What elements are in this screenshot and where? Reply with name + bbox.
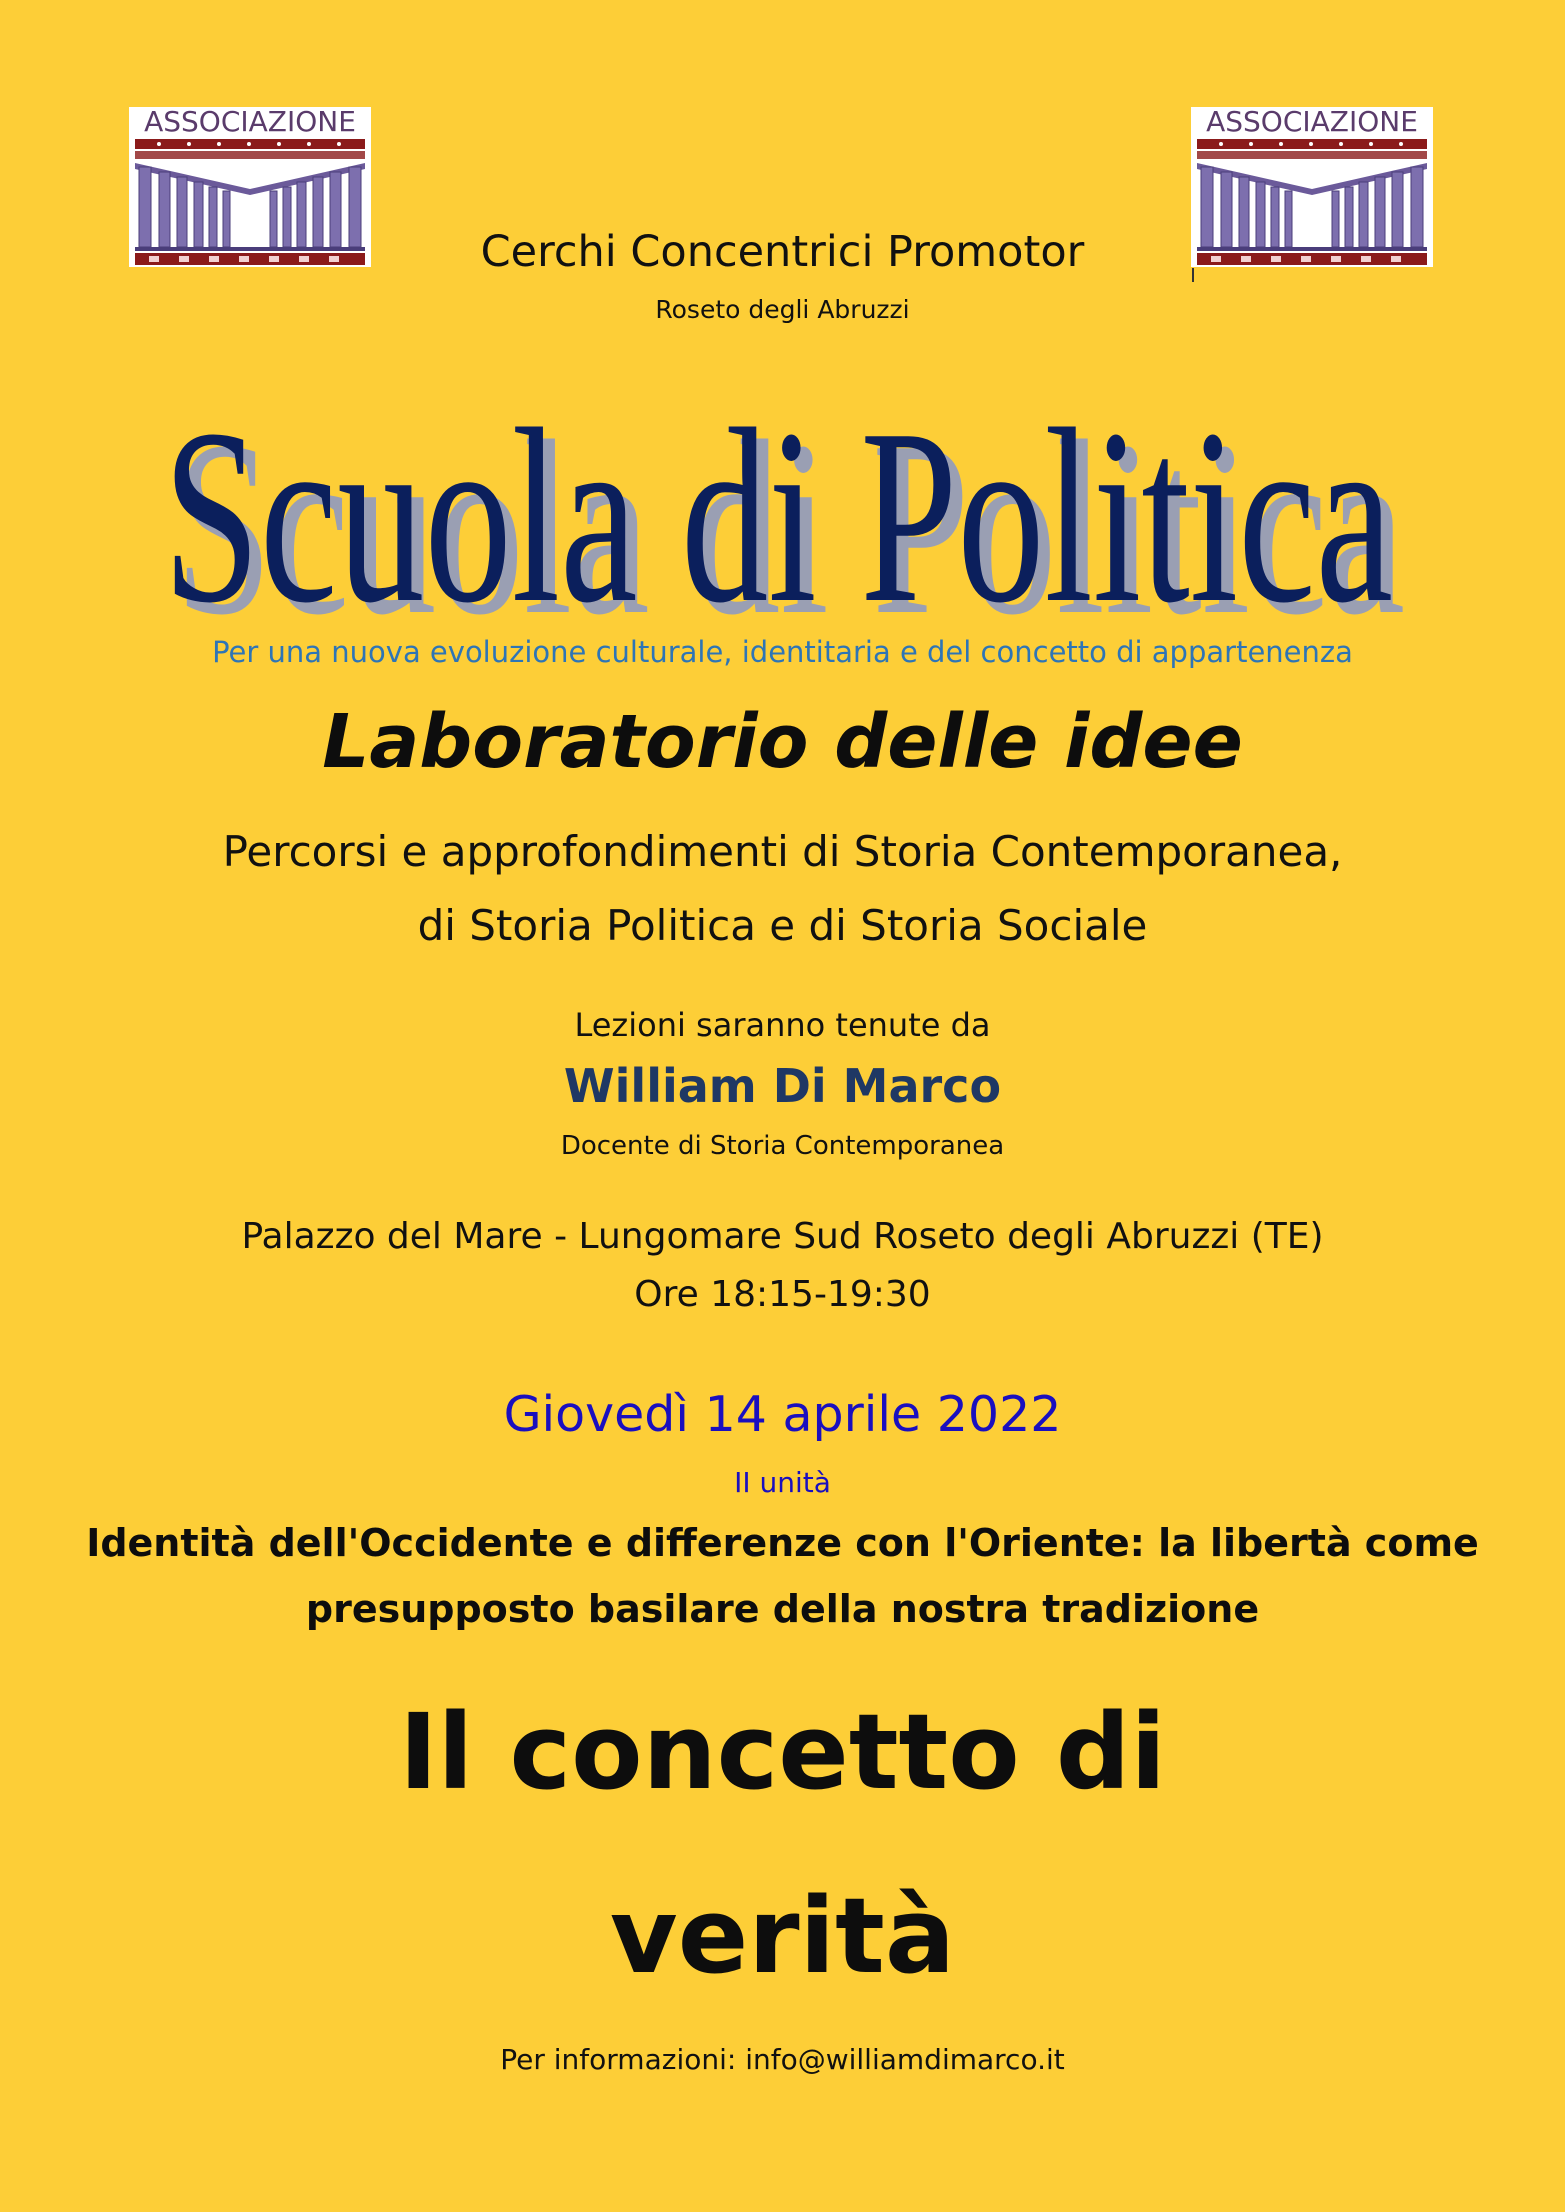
unit-topic (0, 1510, 1565, 1642)
lesson-title-line: Il concetto di (398, 1691, 1167, 1813)
main-title-shadow: Scuola di Politica (174, 390, 1405, 640)
venue-info (0, 1208, 1565, 1324)
course-description-line: Percorsi e approfondimenti di Storia Contemporanea, (222, 827, 1343, 876)
unit-topic-line: presupposto basilare della nostra tradizione (305, 1587, 1260, 1631)
lesson-title-line: verità (609, 1875, 956, 1997)
course-description (0, 815, 1565, 963)
main-title-block (0, 390, 1565, 640)
event-unit: II unità (734, 1466, 831, 1499)
lesson-title (0, 1660, 1565, 2028)
unit-topic-line: Identità dell'Occidente e differenze con l'Oriente: la libertà come (86, 1521, 1479, 1565)
logo-word: ASSOCIAZIONE (144, 105, 356, 138)
venue-time: Ore 18:15-19:30 (634, 1274, 931, 1315)
title-subtitle: Per una nuova evoluzione culturale, identitaria e del concetto di appartenenza (212, 635, 1353, 669)
organization-city: Roseto degli Abruzzi (655, 295, 910, 324)
teacher-name: William Di Marco (563, 1059, 1002, 1113)
organization-name: Cerchi Concentrici Promotor (480, 227, 1085, 277)
main-title-wordart (133, 390, 1433, 640)
lessons-intro: Lezioni saranno tenute da (574, 1006, 991, 1044)
contact-info: Per informazioni: info@williamdimarco.it (500, 2043, 1065, 2076)
logo-word: ASSOCIAZIONE (1206, 105, 1418, 138)
teacher-role: Docente di Storia Contemporanea (560, 1131, 1005, 1161)
course-description-line: di Storia Politica e di Storia Sociale (417, 901, 1148, 950)
event-date: Giovedì 14 aprile 2022 (503, 1386, 1062, 1443)
venue-place: Palazzo del Mare - Lungomare Sud Roseto degli Abruzzi (TE) (241, 1216, 1324, 1257)
main-title: Scuola di Politica (162, 390, 1393, 640)
laboratory-title: Laboratorio delle idee (322, 699, 1243, 785)
